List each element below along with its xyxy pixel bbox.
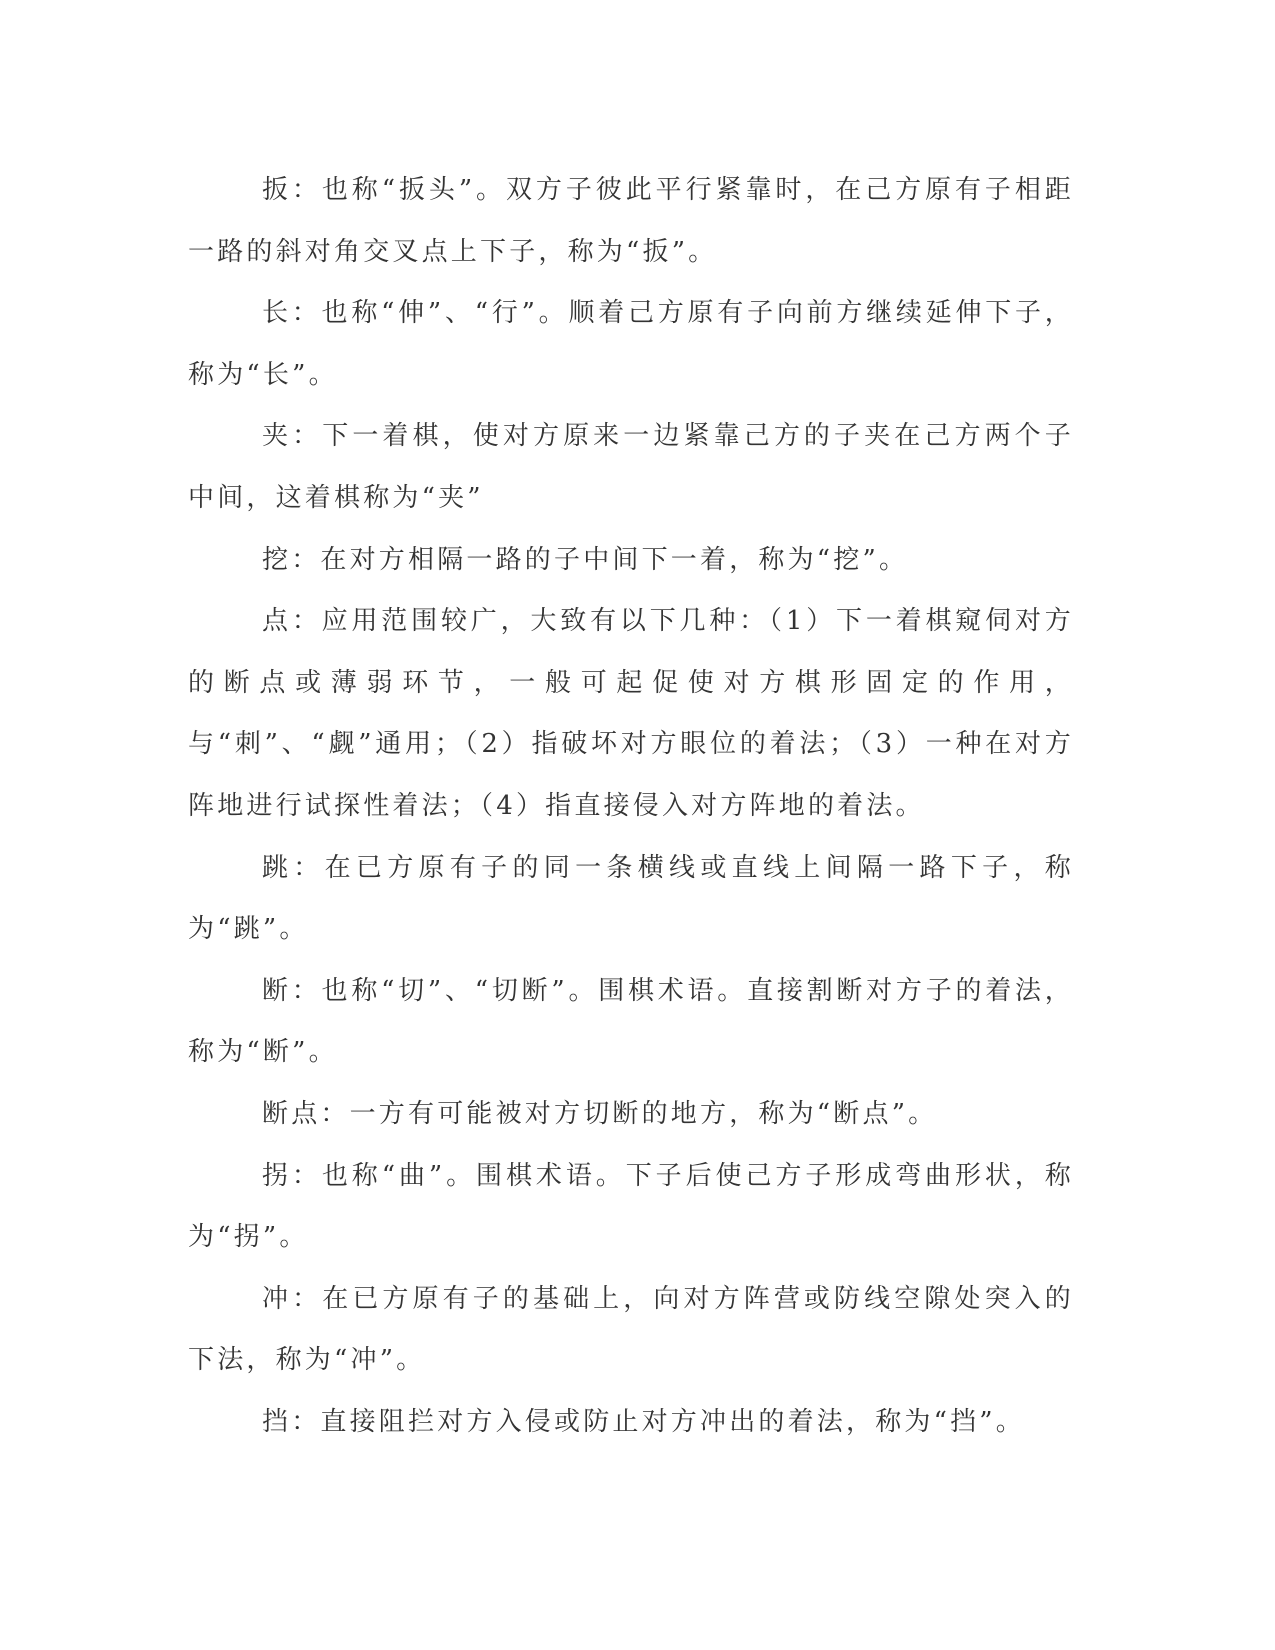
paragraph-chong: 冲：在已方原有子的基础上，向对方阵营或防线空隙处突入的下法，称为“冲”。 — [188, 1283, 1074, 1376]
paragraph-chang: 长：也称“伸”、“行”。顺着己方原有子向前方继续延伸下子，称为“长”。 — [188, 298, 1074, 390]
paragraph-tiao: 跳：在已方原有子的同一条横线或直线上间隔一路下子，称为“跳”。 — [188, 852, 1074, 945]
paragraph-jia: 夹：下一着棋，使对方原来一边紧靠己方的子夹在己方两个子中间，这着棋称为“夹” — [188, 421, 1074, 513]
paragraph-duandian: 断点：一方有可能被对方切断的地方，称为“断点”。 — [262, 1098, 938, 1129]
paragraph-duan: 断：也称“切”、“切断”。围棋术语。直接割断对方子的着法，称为“断”。 — [188, 975, 1074, 1068]
document-body — [188, 160, 1074, 1453]
paragraph-dang: 挡：直接阻拦对方入侵或防止对方冲出的着法，称为“挡”。 — [262, 1406, 1025, 1437]
paragraph-guai: 拐：也称“曲”。围棋术语。下子后使己方子形成弯曲形状，称为“拐”。 — [188, 1160, 1074, 1253]
paragraph-wa: 挖：在对方相隔一路的子中间下一着，称为“挖”。 — [262, 544, 909, 575]
paragraph-dian: 点：应用范围较广，大致有以下几种：（1）下一着棋窥伺对方的断点或薄弱环节，一般可起促使对方棋形固定的作用，与“刺”、“觑”通用；（2）指破坏对方眼位的着法；（3）一种在对方阵地进行试探性着法；（4）指直接侵入对方阵地的着法。 — [188, 606, 1074, 821]
paragraph-ban: 扳：也称“扳头”。双方子彼此平行紧靠时，在己方原有子相距一路的斜对角交叉点上下子，称为“扳”。 — [188, 175, 1074, 267]
